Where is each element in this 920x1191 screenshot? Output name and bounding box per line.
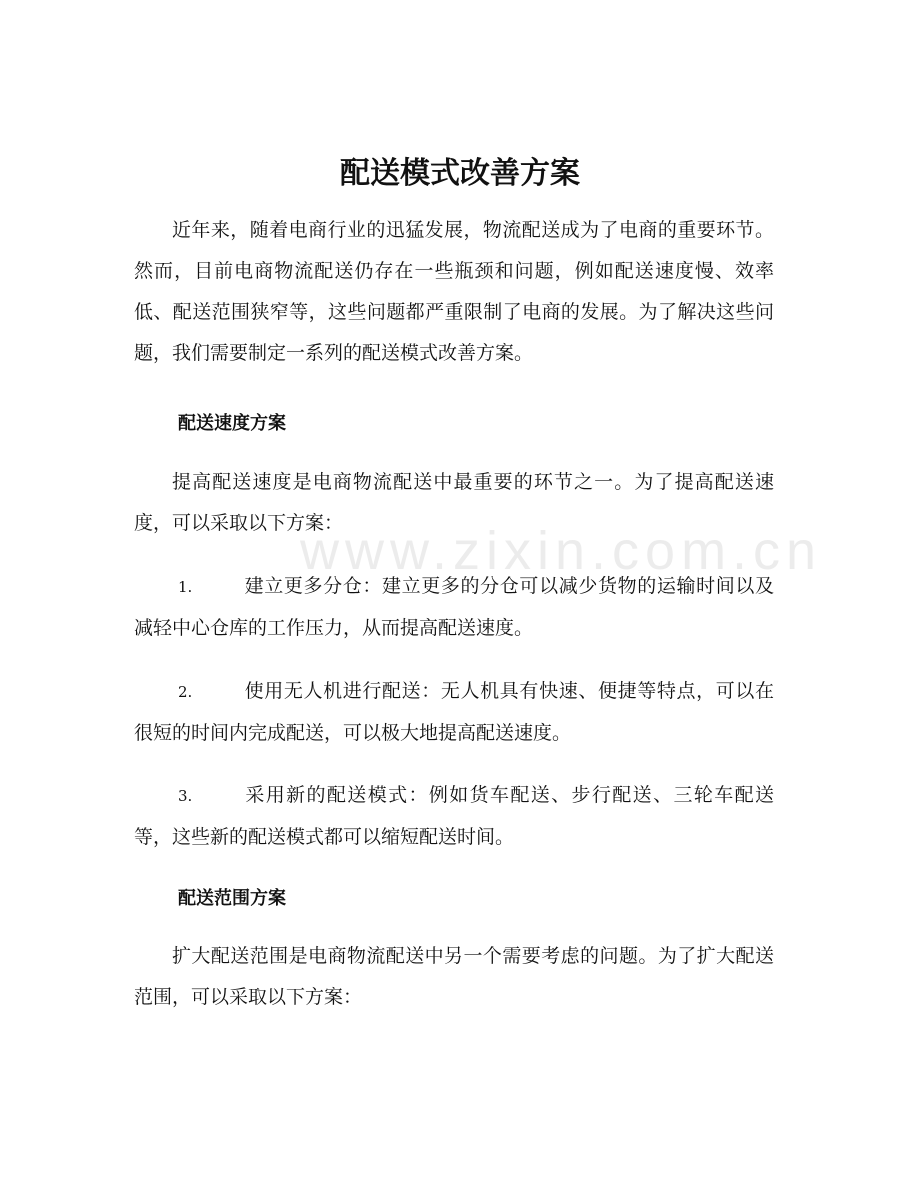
section-heading-range: 配送范围方案: [178, 888, 286, 909]
list-item-text: 采用新的配送模式：例如货车配送、步行配送、三轮车配送等，这些新的配送模式都可以缩短配送时间。: [134, 784, 774, 848]
list-item-text: 使用无人机进行配送：无人机具有快速、便捷等特点，可以在很短的时间内完成配送，可以极大地提高配送速度。: [134, 680, 774, 744]
list-item-number: 2.: [178, 683, 193, 701]
section-heading-speed: 配送速度方案: [178, 413, 286, 434]
section-range-intro: 扩大配送范围是电商物流配送中另一个需要考虑的问题。为了扩大配送范围，可以采取以下方案：: [134, 945, 774, 1008]
list-item-number: 3.: [178, 787, 193, 805]
list-item: [134, 775, 774, 858]
list-item-text: 建立更多分仓：建立更多的分仓可以减少货物的运输时间以及减轻中心仓库的工作压力，从而提高配送速度。: [134, 575, 774, 639]
list-item: [134, 671, 774, 754]
section-speed-intro: 提高配送速度是电商物流配送中最重要的环节之一。为了提高配送速度，可以采取以下方案：: [134, 471, 774, 534]
list-item: [134, 566, 774, 649]
watermark: www.zixin.com.cn: [300, 521, 823, 581]
document-title: 配送模式改善方案: [340, 156, 580, 191]
intro-paragraph: 近年来，随着电商行业的迅猛发展，物流配送成为了电商的重要环节。然而，目前电商物流配送仍存在一些瓶颈和问题，例如配送速度慢、效率低、配送范围狭窄等，这些问题都严重限制了电商的发展。为了解决这些问题，我们需要制定一系列的配送模式改善方案。: [134, 219, 774, 364]
list-item-number: 1.: [178, 578, 193, 596]
